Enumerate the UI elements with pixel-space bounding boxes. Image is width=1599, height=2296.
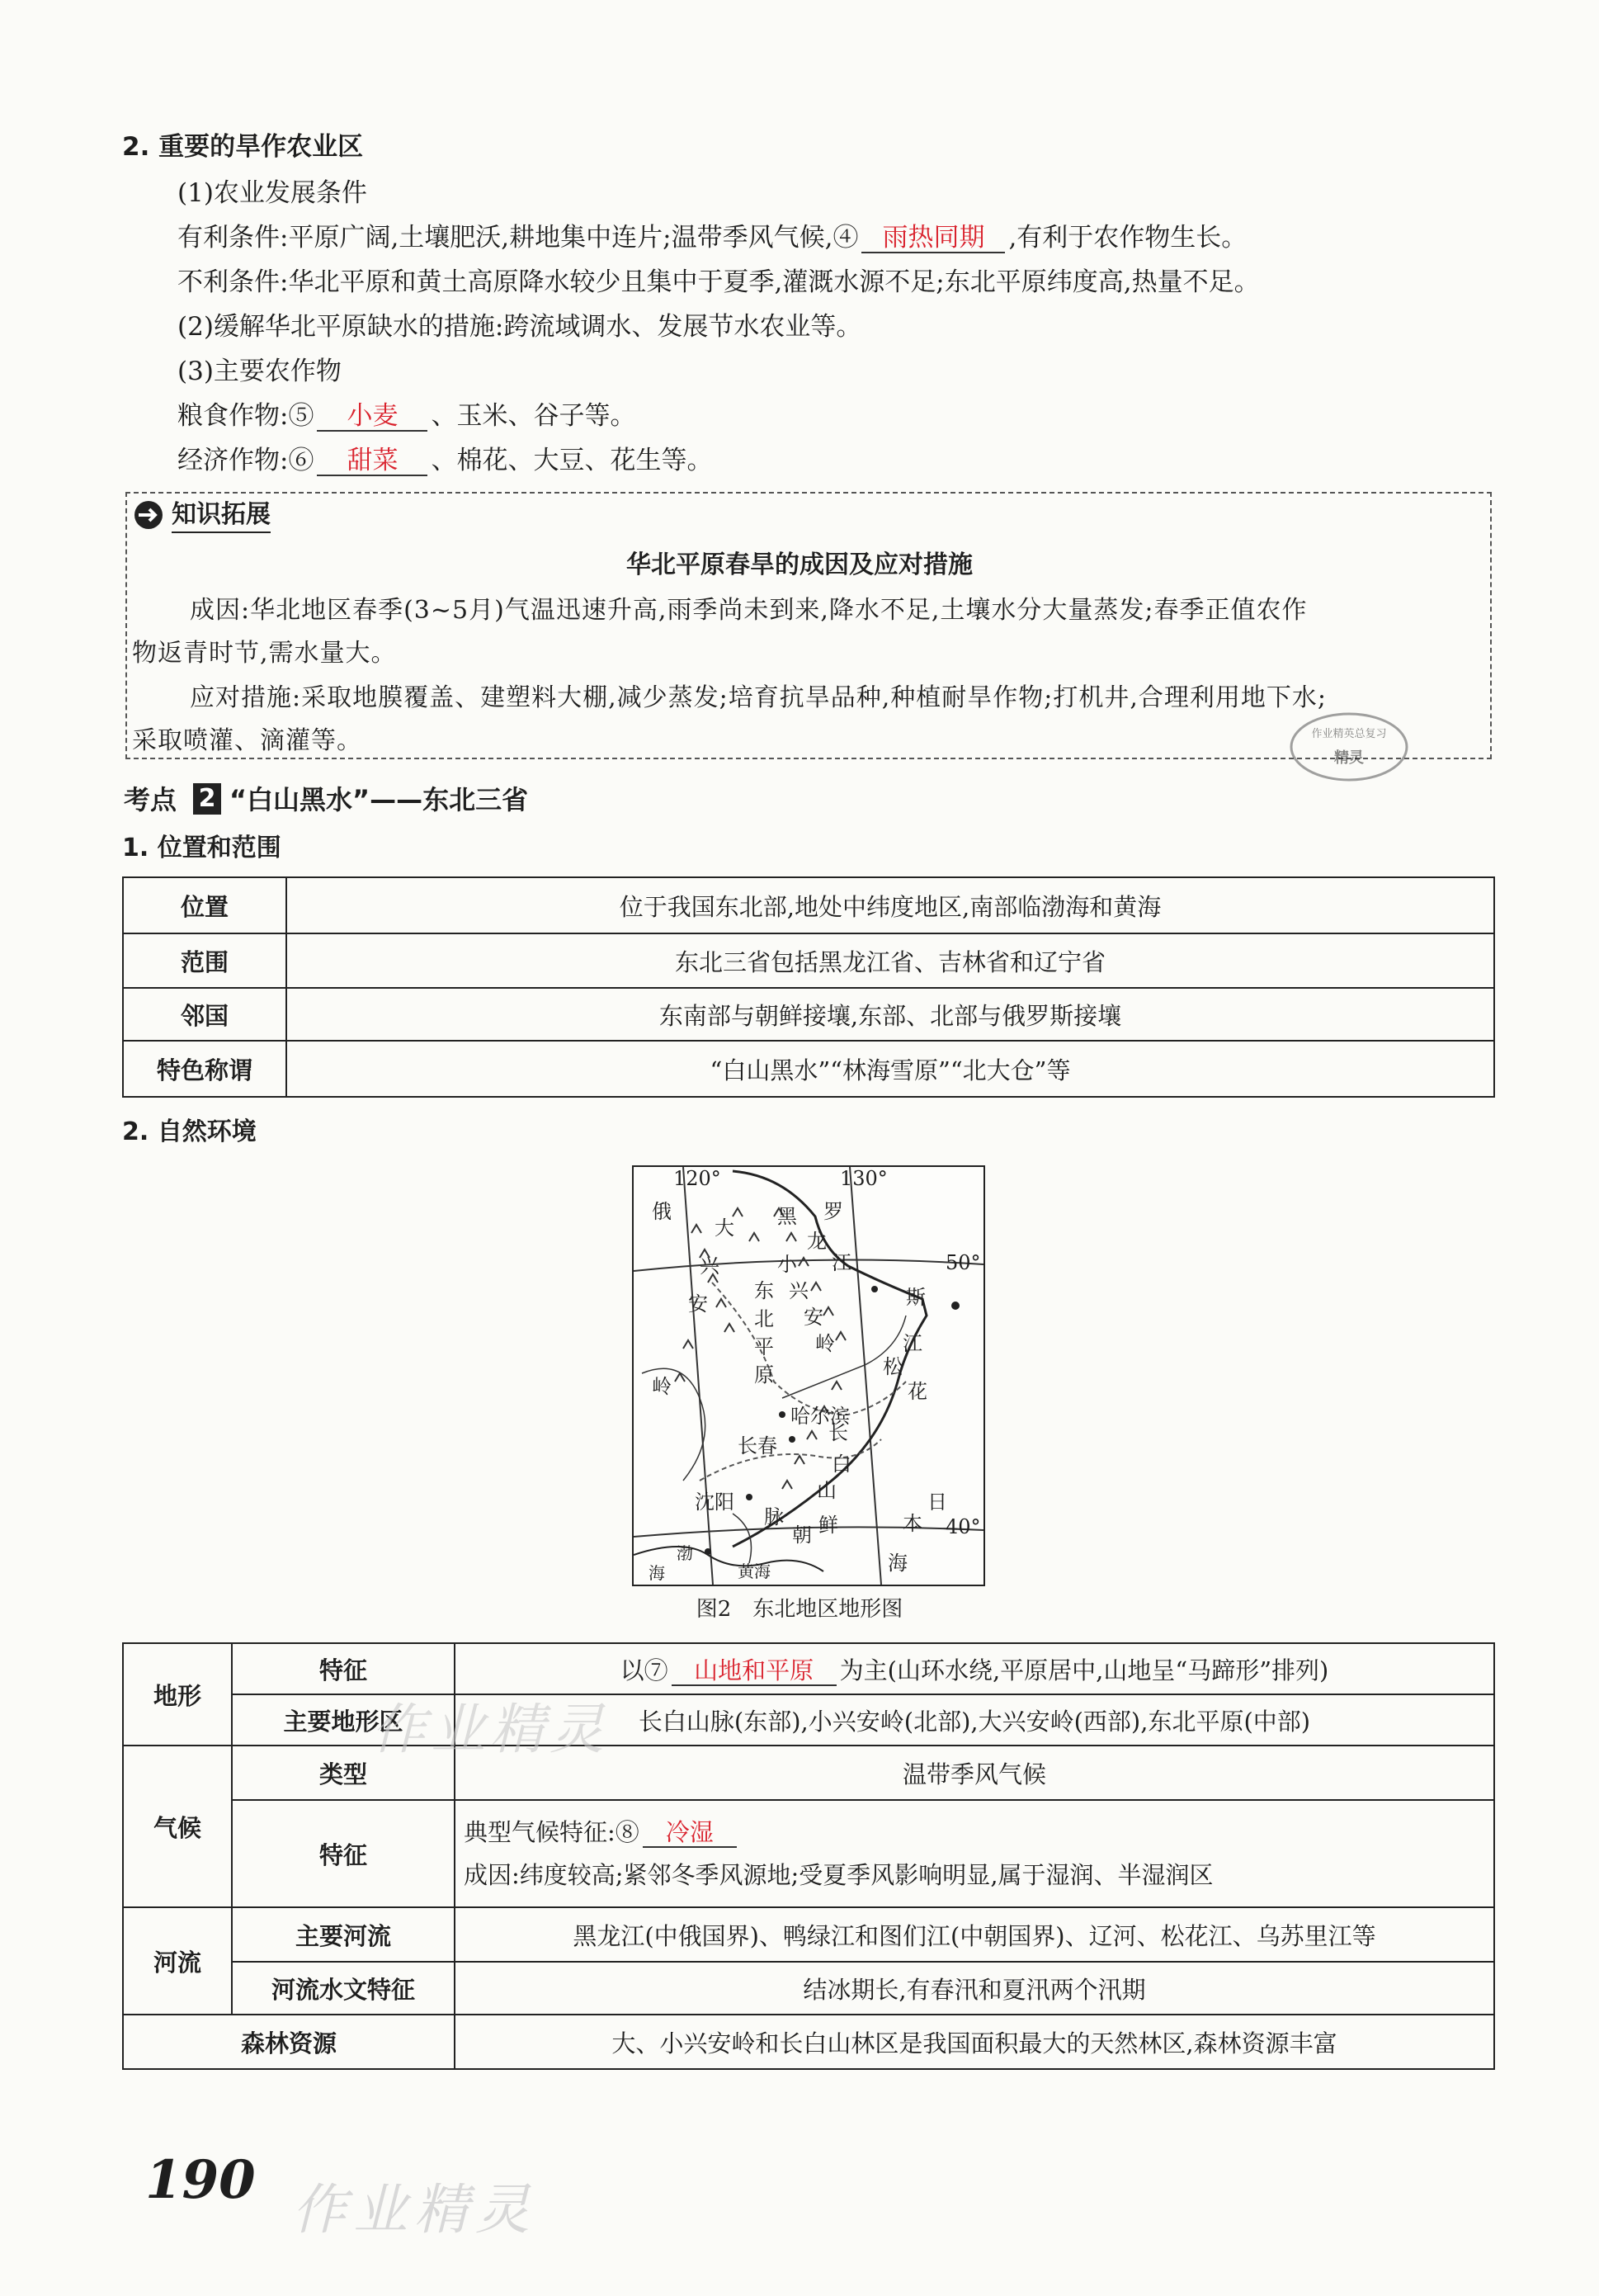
position-table bbox=[122, 876, 1495, 1098]
map-label-songhua-river: 江 bbox=[903, 1332, 922, 1355]
position-heading: 1. 位置和范围 bbox=[122, 834, 281, 862]
stamp-text: 精灵 bbox=[1334, 749, 1364, 767]
row-value: 温带季风气候 bbox=[455, 1746, 1494, 1800]
exam-point-label: 考点 bbox=[124, 784, 177, 815]
map-label-changbai: 山 bbox=[817, 1479, 837, 1502]
map-label-heilongjiang: 黑 bbox=[777, 1205, 797, 1228]
environment-table bbox=[122, 1642, 1495, 2070]
answer-blank-7: 山地和平原 bbox=[672, 1656, 837, 1686]
map-label-shenyang: 沈阳 bbox=[695, 1491, 734, 1514]
row-value bbox=[455, 1643, 1494, 1694]
latitude-label: 40° bbox=[946, 1515, 981, 1538]
map-label-harbin: 哈尔滨 bbox=[790, 1405, 850, 1428]
row-value: 结冰期长,有春汛和夏汛两个汛期 bbox=[455, 1962, 1494, 2015]
extension-tag: 知识拓展 bbox=[172, 498, 271, 533]
text: 、棉花、大豆、花生等。 bbox=[431, 446, 713, 475]
text: 典型气候特征:⑧ bbox=[464, 1818, 639, 1846]
answer-blank-6: 甜菜 bbox=[317, 446, 427, 476]
answer-blank-8: 冷湿 bbox=[643, 1818, 737, 1848]
table-row bbox=[123, 1800, 1494, 1907]
section-heading: 2. 重要的旱作农业区 bbox=[122, 132, 364, 162]
row-key: 河流水文特征 bbox=[232, 1962, 455, 2015]
table-row bbox=[123, 1962, 1494, 2015]
answer-blank-4: 雨热同期 bbox=[861, 224, 1005, 253]
row-key: 邻国 bbox=[123, 988, 286, 1041]
text: ,有利于农作物生长。 bbox=[1008, 223, 1248, 253]
table-row bbox=[123, 1643, 1494, 1694]
map-label-russia: 斯 bbox=[906, 1286, 926, 1309]
stamp-seal bbox=[1287, 710, 1411, 784]
row-key: 特征 bbox=[232, 1643, 455, 1694]
row-key: 主要地形区 bbox=[232, 1694, 455, 1746]
grain-crops bbox=[177, 399, 635, 432]
table-row bbox=[123, 877, 1494, 933]
text: 为主(山环水绕,平原居中,山地呈“马蹄形”排列) bbox=[839, 1656, 1329, 1684]
favorable-conditions bbox=[177, 221, 1247, 254]
row-value: 长白山脉(东部),小兴安岭(北部),大兴安岭(西部),东北平原(中部) bbox=[455, 1694, 1494, 1746]
map-label-changbai: 白 bbox=[832, 1453, 851, 1476]
table-row bbox=[123, 1694, 1494, 1746]
table-row bbox=[123, 933, 1494, 988]
map-label-sea-of-japan: 日 bbox=[927, 1491, 947, 1514]
table-row bbox=[123, 1907, 1494, 1962]
arrow-icon bbox=[132, 498, 175, 531]
longitude-label: 120° bbox=[673, 1167, 721, 1190]
latitude-label: 50° bbox=[946, 1251, 981, 1274]
map-label-bohai: 渤 bbox=[677, 1543, 693, 1563]
stamp-text: 作业精英总复习 bbox=[1311, 728, 1387, 740]
extension-title: 华北平原春旱的成因及应对措施 bbox=[626, 550, 973, 579]
map-label-northeast-plain: 平 bbox=[754, 1335, 774, 1358]
row-value: 大、小兴安岭和长白山林区是我国面积最大的天然林区,森林资源丰富 bbox=[455, 2015, 1494, 2069]
text: 有利条件:平原广阔,土壤肥沃,耕地集中连片;温带季风气候,④ bbox=[177, 223, 859, 253]
row-value: “白山黑水”“林海雪原”“北大仓”等 bbox=[286, 1041, 1494, 1097]
page-number: 190 bbox=[145, 2149, 256, 2211]
exam-point-number: 2 bbox=[193, 783, 221, 815]
map-label-russia: 罗 bbox=[823, 1200, 843, 1223]
subheading-conditions: (1)农业发展条件 bbox=[177, 178, 367, 208]
map-label-da-xinganling: 岭 bbox=[652, 1375, 672, 1398]
row-key: 位置 bbox=[123, 877, 286, 933]
table-row bbox=[123, 1746, 1494, 1800]
watermark: 作业精灵 bbox=[371, 1698, 609, 1761]
row-value: 东北三省包括黑龙江省、吉林省和辽宁省 bbox=[286, 933, 1494, 988]
map-label-heilongjiang: 江 bbox=[832, 1251, 851, 1274]
row-value: 黑龙江(中俄国界)、鸭绿江和图们江(中朝国界)、辽河、松花江、乌苏里江等 bbox=[455, 1907, 1494, 1962]
extension-cause-line2: 物返青时节,需水量大。 bbox=[132, 639, 397, 668]
row-key: 主要河流 bbox=[232, 1907, 455, 1962]
row-value: 位于我国东北部,地处中纬度地区,南部临渤海和黄海 bbox=[286, 877, 1494, 933]
water-measures: (2)缓解华北平原缺水的措施:跨流域调水、发展节水农业等。 bbox=[177, 312, 862, 342]
text: 以⑦ bbox=[620, 1656, 668, 1684]
exam-point-title: “白山黑水”——东北三省 bbox=[229, 784, 529, 815]
map-label-heilongjiang: 龙 bbox=[807, 1230, 827, 1253]
longitude-label: 130° bbox=[840, 1167, 888, 1190]
text: 、玉米、谷子等。 bbox=[431, 401, 636, 431]
terrain-map bbox=[632, 1165, 985, 1586]
map-label-changbai: 长 bbox=[828, 1421, 848, 1444]
map-label-northeast-plain: 原 bbox=[754, 1363, 774, 1387]
environment-heading: 2. 自然环境 bbox=[122, 1117, 257, 1146]
map-label-changchun: 长春 bbox=[738, 1434, 777, 1457]
map-label-da-xinganling: 大 bbox=[715, 1217, 734, 1240]
map-label-northeast-plain: 北 bbox=[754, 1307, 774, 1330]
row-value: 东南部与朝鲜接壤,东部、北部与俄罗斯接壤 bbox=[286, 988, 1494, 1041]
unfavorable-conditions: 不利条件:华北平原和黄土高原降水较少且集中于夏季,灌溉水源不足;东北平原纬度高,热量不足。 bbox=[177, 267, 1260, 297]
map-label-xiao-xinganling: 岭 bbox=[815, 1332, 835, 1355]
table-row bbox=[123, 1041, 1494, 1097]
row-value bbox=[455, 1800, 1494, 1907]
row-key: 范围 bbox=[123, 933, 286, 988]
extension-response-line2: 采取喷灌、滴灌等。 bbox=[132, 726, 362, 755]
map-label-da-xinganling: 安 bbox=[688, 1292, 708, 1316]
extension-cause-line1: 成因:华北地区春季(3~5月)气温迅速升高,雨季尚未到来,降水不足,土壤水分大量蒸发;春季正值农作 bbox=[190, 596, 1308, 625]
watermark: 作业精灵 bbox=[292, 2178, 536, 2242]
extension-response-line1: 应对措施:采取地膜覆盖、建塑料大棚,减少蒸发;培育抗旱品种,种植耐旱作物;打机井,合理利用地下水; bbox=[190, 683, 1328, 712]
table-row bbox=[123, 2015, 1494, 2069]
row-key: 特征 bbox=[232, 1800, 455, 1907]
row-key: 森林资源 bbox=[123, 2015, 455, 2069]
text: 经济作物:⑥ bbox=[177, 446, 314, 475]
map-label-sea-of-japan: 海 bbox=[888, 1552, 908, 1575]
map-label-xiao-xinganling: 小 bbox=[777, 1253, 797, 1276]
row-key: 特色称谓 bbox=[123, 1041, 286, 1097]
map-label-da-xinganling: 兴 bbox=[700, 1254, 719, 1278]
map-label-northeast-plain: 东 bbox=[754, 1279, 774, 1302]
row-key: 类型 bbox=[232, 1746, 455, 1800]
category-climate: 气候 bbox=[123, 1746, 232, 1907]
map-label-songhua-river: 花 bbox=[908, 1380, 927, 1403]
map-label-korea: 鲜 bbox=[818, 1514, 838, 1537]
category-rivers: 河流 bbox=[123, 1907, 232, 2015]
map-label-korea: 朝 bbox=[792, 1524, 812, 1547]
map-label-yellow-sea: 黄海 bbox=[738, 1561, 771, 1581]
text: 粮食作物:⑤ bbox=[177, 401, 314, 431]
map-label-sea-of-japan: 本 bbox=[903, 1512, 922, 1535]
map-label-russia: 俄 bbox=[652, 1200, 672, 1223]
map-label-bohai: 海 bbox=[649, 1563, 665, 1583]
map-label-xiao-xinganling: 安 bbox=[804, 1306, 823, 1329]
cash-crops bbox=[177, 444, 712, 477]
map-caption: 图2 东北地区地形图 bbox=[696, 1597, 903, 1622]
category-terrain: 地形 bbox=[123, 1643, 232, 1746]
map-label-songhua-river: 松 bbox=[883, 1355, 903, 1378]
map-label-changbai: 脉 bbox=[764, 1505, 784, 1528]
answer-blank-5: 小麦 bbox=[317, 402, 427, 432]
climate-cause: 成因:纬度较高;紧邻冬季风源地;受夏季风影响明显,属于湿润、半湿润区 bbox=[464, 1861, 1214, 1889]
map-label-xiao-xinganling: 兴 bbox=[789, 1279, 809, 1302]
subheading-crops: (3)主要农作物 bbox=[177, 357, 342, 386]
climate-feature bbox=[464, 1811, 1485, 1854]
table-row bbox=[123, 988, 1494, 1041]
